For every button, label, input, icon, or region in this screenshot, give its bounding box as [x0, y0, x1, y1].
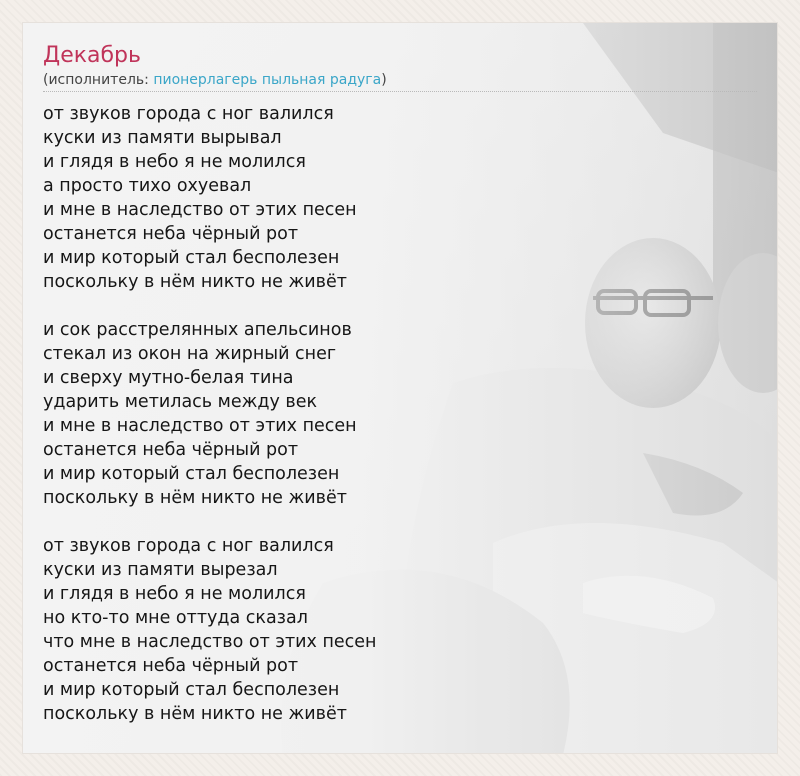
- lyric-line: от звуков города с ног валился: [43, 104, 334, 124]
- lyric-line: от звуков города с ног валился: [43, 536, 334, 556]
- lyric-line: и мне в наследство от этих песен: [43, 200, 357, 220]
- lyric-line: ударить метилась между век: [43, 392, 318, 412]
- lyric-line: и мир который стал бесполезен: [43, 464, 340, 484]
- lyric-line: и сверху мутно-белая тина: [43, 368, 294, 388]
- stanza-3: [43, 534, 759, 726]
- title-divider: [43, 91, 757, 92]
- lyric-line: а просто тихо охуевал: [43, 176, 252, 196]
- lyric-line: останется неба чёрный рот: [43, 224, 299, 244]
- lyric-line: останется неба чёрный рот: [43, 440, 299, 460]
- artist-line: [43, 71, 759, 89]
- artist-prefix: (исполнитель:: [43, 72, 154, 88]
- stanza-1: [43, 102, 759, 294]
- lyric-line: поскольку в нём никто не живёт: [43, 488, 347, 508]
- lyric-line: но кто-то мне оттуда сказал: [43, 608, 308, 628]
- lyric-line: и мир который стал бесполезен: [43, 248, 340, 268]
- song-title: Декабрь: [43, 43, 141, 68]
- stanza-2: [43, 318, 759, 510]
- lyric-line: и мир который стал бесполезен: [43, 680, 340, 700]
- lyric-line: поскольку в нём никто не живёт: [43, 704, 347, 724]
- lyric-line: куски из памяти вырывал: [43, 128, 282, 148]
- song-content: [43, 43, 759, 750]
- lyric-line: и мне в наследство от этих песен: [43, 416, 357, 436]
- lyric-line: и глядя в небо я не молился: [43, 584, 306, 604]
- lyric-line: что мне в наследство от этих песен: [43, 632, 377, 652]
- lyric-line: стекал из окон на жирный снег: [43, 344, 337, 364]
- lyric-line: куски из памяти вырезал: [43, 560, 278, 580]
- artist-link[interactable]: пионерлагерь пыльная радуга: [153, 72, 382, 88]
- lyric-line: останется неба чёрный рот: [43, 656, 299, 676]
- lyrics-body: [43, 102, 759, 726]
- lyric-line: поскольку в нём никто не живёт: [43, 272, 347, 292]
- lyric-line: и сок расстрелянных апельсинов: [43, 320, 352, 340]
- lyric-line: и глядя в небо я не молился: [43, 152, 306, 172]
- lyrics-card: [22, 22, 778, 754]
- artist-suffix: ): [381, 72, 387, 88]
